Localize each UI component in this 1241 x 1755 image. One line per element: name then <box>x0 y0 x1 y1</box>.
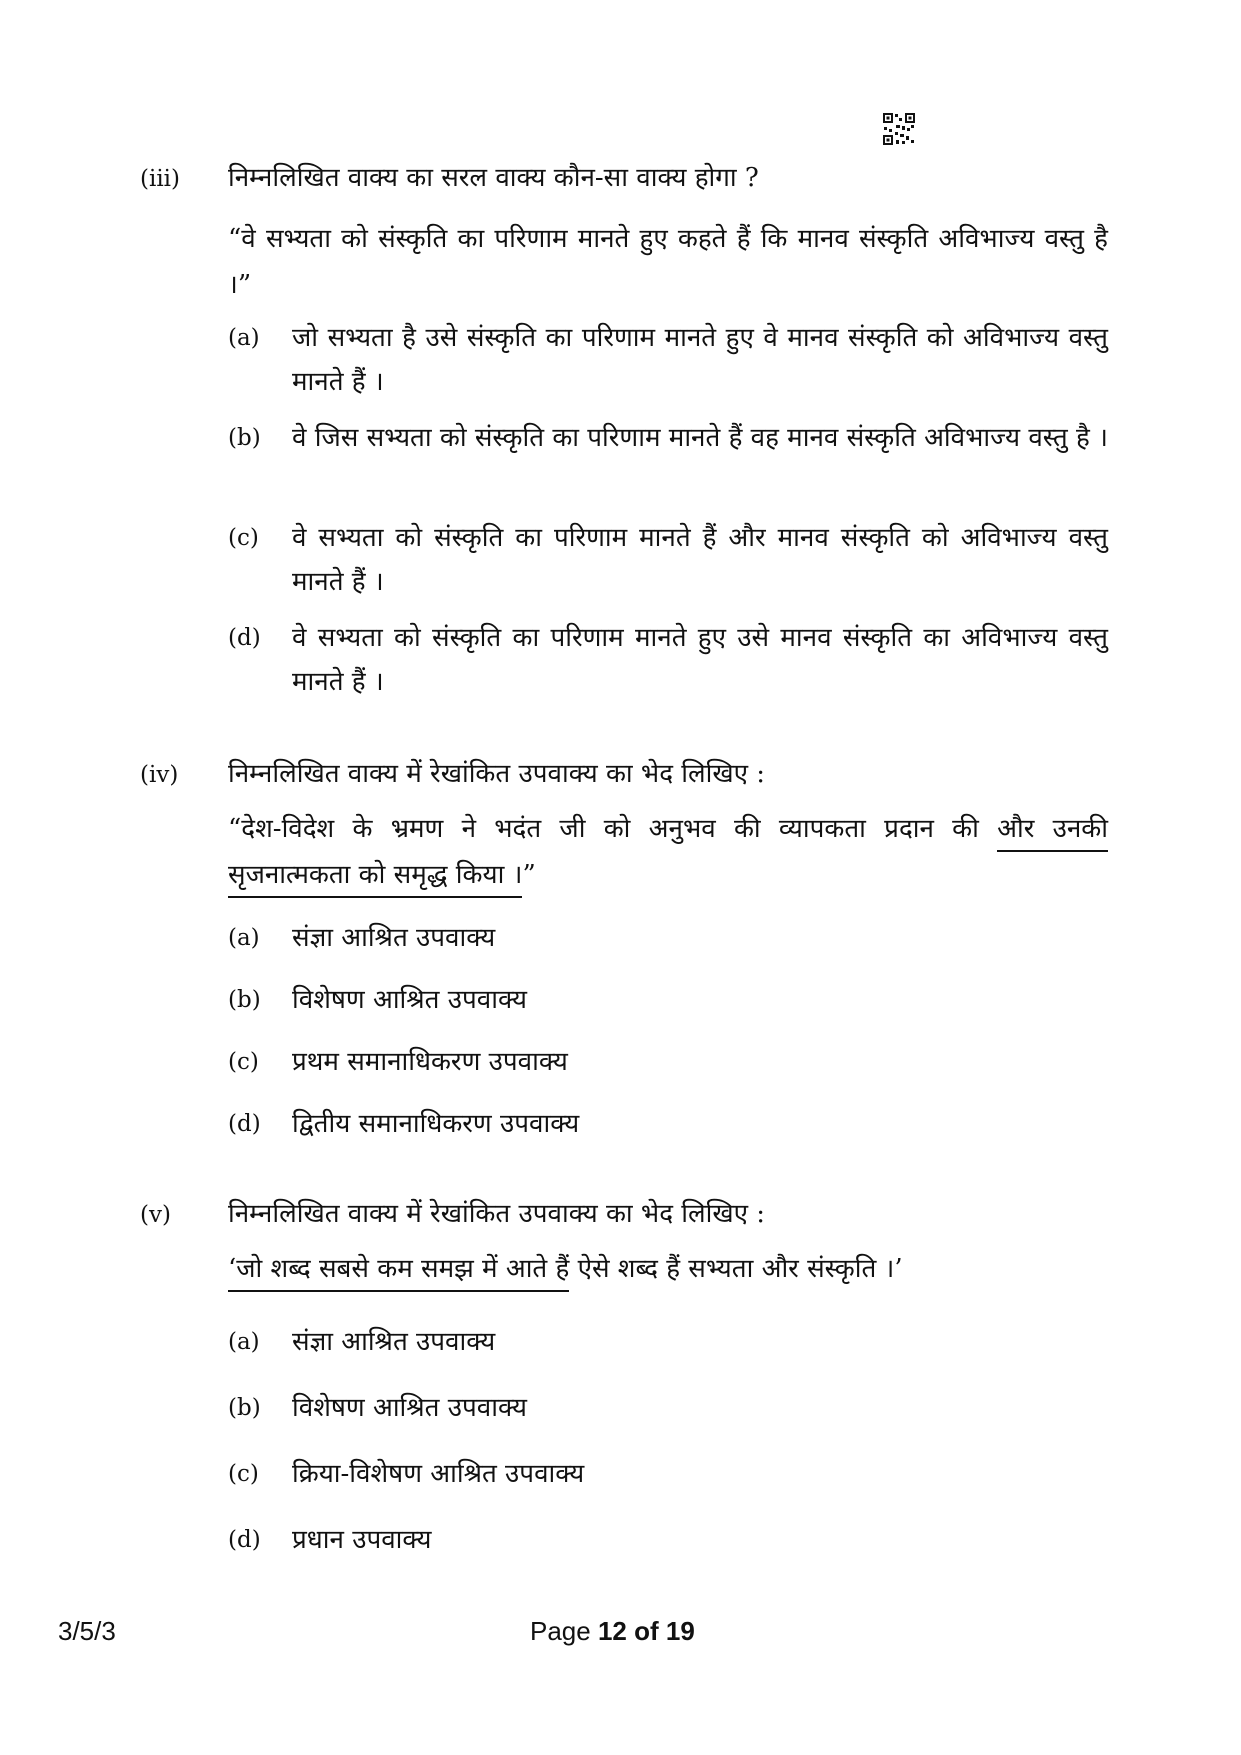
option-text: द्वितीय समानाधिकरण उपवाक्य <box>292 1109 580 1139</box>
qr-code <box>882 112 916 146</box>
page-word: Page <box>530 1616 591 1646</box>
option-text: विशेषण आश्रित उपवाक्य <box>292 985 527 1015</box>
quote-text: ऐसे शब्द हैं सभ्यता और संस्कृति ।’ <box>569 1254 903 1284</box>
of-word: of <box>634 1616 659 1646</box>
paper-code: 3/5/3 <box>58 1616 116 1646</box>
option-text: जो सभ्यता है उसे संस्कृति का परिणाम मानते हुए वे मानव संस्कृति को अविभाज्य वस्तु मानते हैं । <box>292 323 1108 397</box>
page-total: 19 <box>665 1616 695 1646</box>
option-text: वे सभ्यता को संस्कृति का परिणाम मानते हुए उसे मानव संस्कृति का अविभाज्य वस्तु मानते हैं । <box>292 623 1108 697</box>
question-quote <box>228 806 1108 898</box>
option-label: (c) <box>228 1049 259 1075</box>
option-text: क्रिया-विशेषण आश्रित उपवाक्य <box>292 1459 585 1489</box>
option-label: (c) <box>228 1461 259 1487</box>
option-label: (a) <box>228 325 260 351</box>
question-prompt: निम्नलिखित वाक्य में रेखांकित उपवाक्य का भेद लिखिए : <box>228 1199 766 1229</box>
question-prompt: निम्नलिखित वाक्य का सरल वाक्य कौन-सा वाक्य होगा ? <box>228 163 759 193</box>
quote-text: “देश-विदेश के भ्रमण ने भदंत जी को अनुभव की व्यापकता प्रदान की <box>228 814 979 844</box>
page-number <box>530 1616 695 1647</box>
option-label: (c) <box>228 525 259 551</box>
option-label: (d) <box>228 1111 261 1137</box>
underlined-clause: और उनकी सृजनात्मकता को समृद्ध किया । <box>228 814 1108 898</box>
page-current: 12 <box>597 1616 627 1646</box>
option-text: विशेषण आश्रित उपवाक्य <box>292 1393 527 1423</box>
question-number: (iv) <box>140 762 179 788</box>
question-prompt: निम्नलिखित वाक्य में रेखांकित उपवाक्य का भेद लिखिए : <box>228 759 766 789</box>
quote-close: ” <box>522 860 536 890</box>
question-quote <box>228 1246 1108 1292</box>
option-text: संज्ञा आश्रित उपवाक्य <box>292 1327 496 1357</box>
question-quote: “वे सभ्यता को संस्कृति का परिणाम मानते हुए कहते हैं कि मानव संस्कृति अविभाज्य वस्तु है ।” <box>228 224 1108 300</box>
option-text: वे सभ्यता को संस्कृति का परिणाम मानते हैं और मानव संस्कृति को अविभाज्य वस्तु मानते हैं । <box>292 523 1108 597</box>
option-label: (b) <box>228 1395 261 1421</box>
underlined-clause: ‘जो शब्द सबसे कम समझ में आते हैं <box>228 1254 569 1292</box>
option-label: (b) <box>228 425 261 451</box>
option-label: (d) <box>228 1527 261 1553</box>
option-text: प्रथम समानाधिकरण उपवाक्य <box>292 1047 568 1077</box>
option-label: (a) <box>228 1329 260 1355</box>
question-number: (v) <box>140 1202 171 1228</box>
option-text: संज्ञा आश्रित उपवाक्य <box>292 923 496 953</box>
question-number: (iii) <box>140 166 181 192</box>
option-text: वे जिस सभ्यता को संस्कृति का परिणाम मानते हैं वह मानव संस्कृति अविभाज्य वस्तु है । <box>292 423 1108 453</box>
option-label: (b) <box>228 987 261 1013</box>
option-label: (a) <box>228 925 260 951</box>
option-label: (d) <box>228 625 261 651</box>
option-text: प्रधान उपवाक्य <box>292 1525 432 1555</box>
